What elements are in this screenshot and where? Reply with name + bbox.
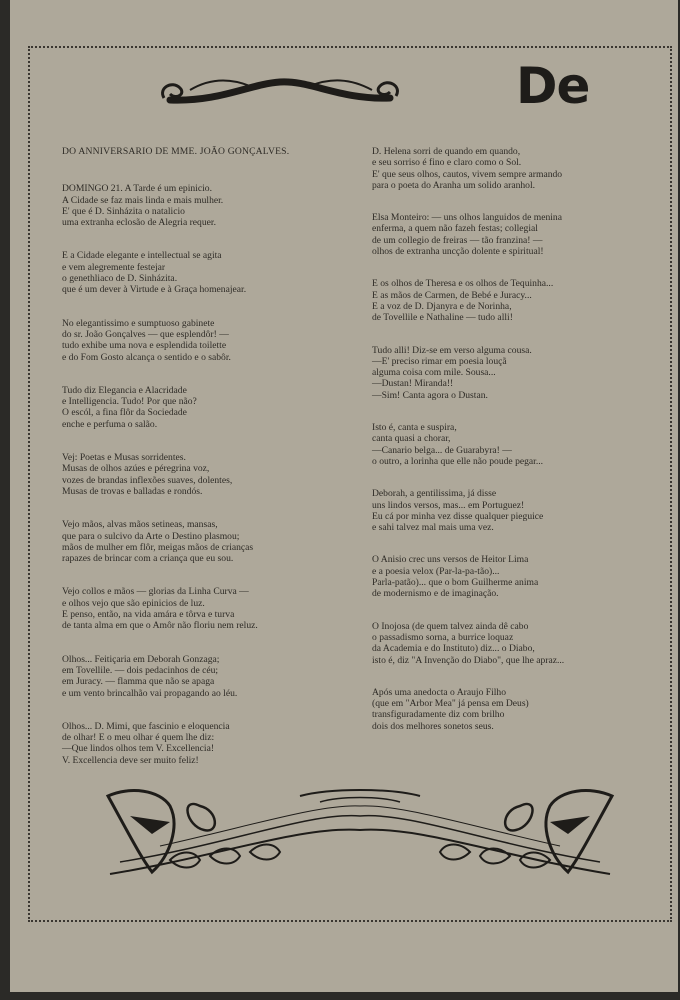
verse-line: —Canario belga... de Guarabyra! — [372,444,512,456]
stanza [62,586,352,631]
stanza [62,519,352,564]
right-poem-column [372,146,657,753]
stanza [372,488,657,533]
stanza [372,278,657,323]
verse-line: V. Excellencia deve ser muito feliz! [62,754,199,766]
left-poem-column [62,146,352,788]
verse-line: de olhar! E o meu olhar é quem lhe diz: [62,732,215,744]
verse-line: E' que seus olhos, cautos, vivem sempre armando [372,168,563,180]
verse-line: o genethliaco de D. Sinházita. [62,273,178,285]
verse-line: D. Helena sorri de quando em quando, [372,146,521,157]
verse-line: que é um dever à Virtude e à Graça homenajear. [62,284,247,296]
verse-line: Vej: Poetas e Musas sorridentes. [62,452,186,464]
stanza [62,654,352,699]
verse-line: enferma, a quem não fazeh festas; collegial [372,223,538,235]
magazine-page [10,0,678,992]
stanza [62,452,352,497]
verse-line: de Tovellile e Nathaline — tudo alli! [372,312,513,324]
verse-line: E as mãos de Carmen, de Bebé e Juracy... [372,289,532,301]
verse-line: —Que lindos olhos tem V. Excellencia! [62,743,215,755]
verse-line: em Tovellile. — dois pedacinhos de céu; [62,664,219,676]
stanza [372,345,657,401]
verse-line: de modernismo e de imaginação. [372,588,499,600]
stanza [372,212,657,257]
verse-line: tudo exhibe uma nova e esplendida toilette [62,340,227,352]
verse-line: da Academia e do Instituto) diz... o Diabo, [372,643,535,655]
verse-line: Tudo alli! Diz-se em verso alguma cousa. [372,344,532,356]
verse-line: A Cidade se faz mais linda e mais mulher. [62,194,224,206]
verse-line: Isto é, canta e suspira, [372,422,457,434]
verse-line: Olhos... D. Mimi, que fascinio e eloquencia [62,720,230,732]
verse-line: uma extranha eclosão de Alegria requer. [62,217,216,229]
verse-line: O escól, a fina flôr da Sociedade [62,407,187,419]
verse-line: e a poesia velox (Par-la-pa-tão)... [372,565,500,577]
verse-line: —Dustan! Miranda!! [372,378,454,390]
footer-floral-ornament [100,786,620,882]
verse-line: o passadismo sorna, a burrice loquaz [372,631,514,643]
verse-line: —Sim! Canta agora o Dustan. [372,389,488,401]
verse-line: mãos de mulher em flôr, meigas mãos de crianças [62,541,254,553]
stanza [62,721,352,766]
verse-line: Eu cá por minha vez disse qualquer pieguice [372,510,544,522]
verse-line: Elsa Monteiro: — uns olhos languidos de menina [372,212,562,224]
stanza [62,385,352,430]
verse-line: E penso, então, na vida amára e tôrva e turva [62,609,235,621]
verse-line: olhos de extranha uncção dolente e spiritual! [372,246,544,258]
verse-line: e olhos vejo que são epinicios de luz. [62,597,205,609]
verse-line: Tudo diz Elegancia e Alacridade [62,384,187,396]
verse-line: Vejo collos e mãos — glorias da Linha Curva — [62,586,249,598]
verse-line: Musas de olhos azúes e péregrina voz, [62,463,210,475]
verse-line: em Juracy. — flamma que não se apaga [62,676,215,688]
poem-title: DO ANNIVERSARIO DE MME. JOÃO GONÇALVES. [62,146,290,157]
stanza [372,554,657,599]
verse-line: rapazes de brincar com a criança que eu sou. [62,553,234,565]
verse-line: para o poeta do Aranha um solido aranhol. [372,179,536,191]
verse-line: e sahi talvez mal mais uma vez. [372,522,494,534]
verse-line: Olhos... Feitiçaria em Deborah Gonzaga; [62,653,220,665]
verse-line: O Inojosa (de quem talvez ainda dê cabo [372,620,529,632]
stanza [62,250,352,295]
verse-line: que para o sulcivo da Arte o Destino plasmou; [62,530,240,542]
stanza [62,318,352,363]
verse-line: vozes de brandas inflexões suaves, dolentes, [62,474,233,486]
verse-line: —E' preciso rimar em poesia louçã [372,355,507,367]
verse-line: (que em "Arbor Mea" já pensa em Deus) [372,698,529,710]
stanza [372,621,657,666]
verse-line: e um vento brincalhão vai propagando ao léu. [62,687,238,699]
header-flourish-ornament [150,70,410,110]
verse-line: Deborah, a gentilissima, já disse [372,488,497,500]
verse-line: No elegantissimo e sumptuoso gabinete [62,317,215,329]
verse-line: E a voz de D. Djanyra e de Norinha, [372,300,512,312]
verse-line: alguma coisa com mile. Sousa... [372,367,496,379]
section-heading: De [516,57,590,115]
verse-line: e vem alegremente festejar [62,261,166,273]
verse-line: canta quasi a chorar, [372,433,451,445]
verse-line: E a Cidade elegante e intellectual se agita [62,250,222,262]
verse-line: isto é, diz "A Invenção do Diabo", que lhe apraz... [372,654,565,666]
verse-line: dois dos melhores sonetos seus. [372,720,494,732]
verse-line: enche e perfuma o salão. [62,418,158,430]
verse-line: E os olhos de Theresa e os olhos de Tequinha... [372,278,554,290]
verse-line: de tanta alma em que o Amôr não floriu nem reluz. [62,620,258,632]
verse-line: e Intelligencia. Tudo! Por que não? [62,396,197,408]
verse-line: de um collegio de freiras — tão franzina! — [372,234,543,246]
stanza [372,687,657,732]
verse-line: transfiguradamente diz com brilho [372,709,505,721]
verse-line: O Anisio crec uns versos de Heitor Lima [372,554,529,566]
verse-line: o outro, a lorinha que elle não poude pegar... [372,455,544,467]
verse-line: E' que é D. Sinházita o natalicio [62,205,185,217]
stanza [372,422,657,467]
verse-line: Musas de trovas e balladas e rondós. [62,485,203,497]
verse-line: Vejo mãos, alvas mãos setineas, mansas, [62,519,218,531]
verse-line: do sr. João Gonçalves — que esplendôr! — [62,328,229,340]
verse-line: e do Fom Gosto alcança o sentido e o sabôr. [62,351,231,363]
verse-line: e seu sorriso é fino e claro como o Sol. [372,157,522,169]
verse-line: DOMINGO 21. A Tarde é um epinicio. [62,183,212,195]
verse-line: Parla-patão)... que o bom Guilherme anima [372,577,539,589]
stanza [62,183,352,228]
stanza [372,146,657,191]
verse-line: uns lindos versos, mas... em Portuguez! [372,499,525,511]
verse-line: Após uma anedocta o Araujo Filho [372,686,507,698]
